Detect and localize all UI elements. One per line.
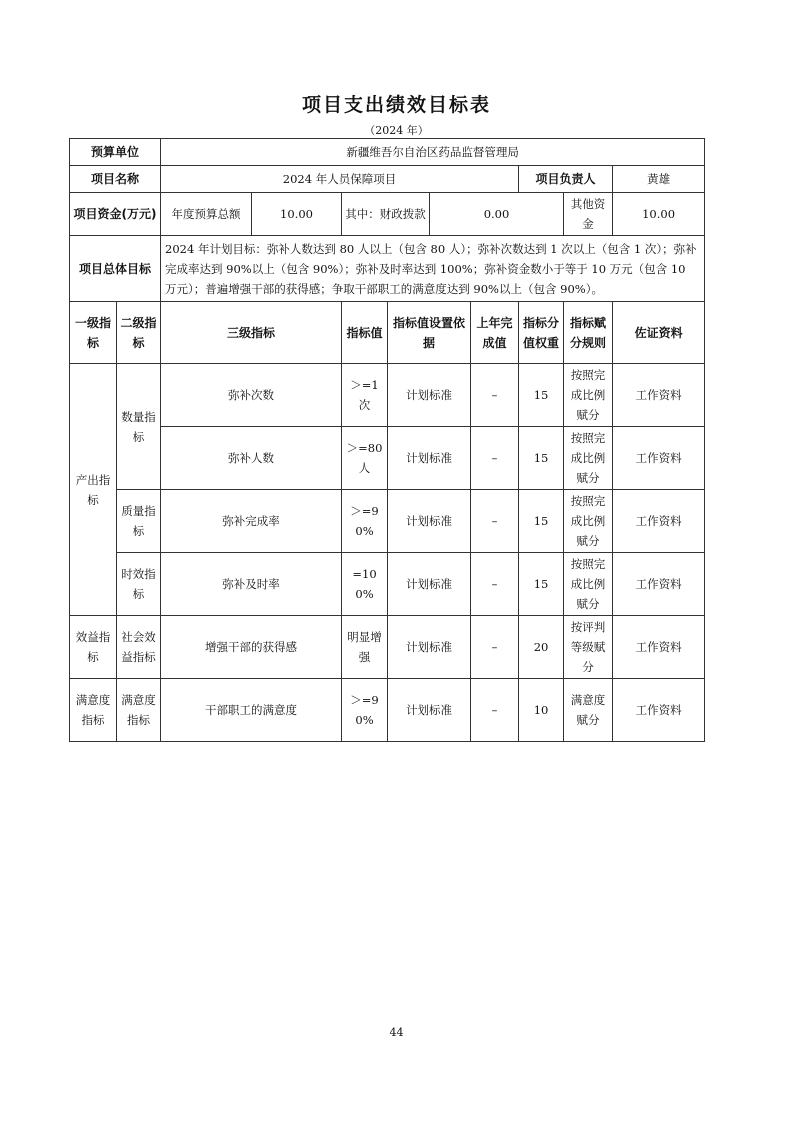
indicator-last-year: – — [471, 679, 519, 742]
table-row — [70, 427, 705, 490]
indicator-last-year: – — [471, 427, 519, 490]
indicator-basis: 计划标准 — [388, 364, 471, 427]
indicator-value: ＞=90% — [342, 679, 388, 742]
header-last-year: 上年完成值 — [471, 302, 519, 364]
indicator-name: 干部职工的满意度 — [161, 679, 342, 742]
header-value: 指标值 — [342, 302, 388, 364]
indicator-weight: 15 — [519, 490, 564, 553]
header-level3: 三级指标 — [161, 302, 342, 364]
page-number: 44 — [389, 1026, 404, 1039]
indicator-name: 弥补人数 — [161, 427, 342, 490]
project-name-label: 项目名称 — [70, 166, 161, 193]
indicator-value: ＞=90% — [342, 490, 388, 553]
indicator-last-year: – — [471, 490, 519, 553]
subgroup-satisfaction: 满意度指标 — [117, 679, 161, 742]
indicator-basis: 计划标准 — [388, 427, 471, 490]
indicator-basis: 计划标准 — [388, 553, 471, 616]
indicator-evidence: 工作资料 — [613, 490, 705, 553]
project-owner-label: 项目负责人 — [519, 166, 613, 193]
indicator-rule: 按照完成比例赋分 — [564, 427, 613, 490]
indicator-basis: 计划标准 — [388, 679, 471, 742]
subgroup-timeliness: 时效指标 — [117, 553, 161, 616]
indicator-evidence: 工作资料 — [613, 679, 705, 742]
indicator-weight: 10 — [519, 679, 564, 742]
indicator-rule: 按照完成比例赋分 — [564, 364, 613, 427]
indicator-weight: 15 — [519, 427, 564, 490]
indicator-header-row — [70, 302, 705, 364]
table-row — [70, 364, 705, 427]
indicator-value: ＞=80人 — [342, 427, 388, 490]
indicator-last-year: – — [471, 616, 519, 679]
indicator-name: 弥补及时率 — [161, 553, 342, 616]
budget-unit-row — [70, 139, 705, 166]
overall-goal-row — [70, 236, 705, 302]
project-owner-value: 黄雄 — [613, 166, 705, 193]
fiscal-funds-label: 其中：财政拨款 — [342, 193, 430, 236]
indicator-weight: 15 — [519, 553, 564, 616]
indicator-evidence: 工作资料 — [613, 553, 705, 616]
budget-unit-label: 预算单位 — [70, 139, 161, 166]
funds-row — [70, 193, 705, 236]
header-basis: 指标值设置依据 — [388, 302, 471, 364]
indicator-weight: 20 — [519, 616, 564, 679]
page-title: 项目支出绩效目标表 — [301, 94, 491, 116]
indicator-evidence: 工作资料 — [613, 427, 705, 490]
header-evidence: 佐证资料 — [613, 302, 705, 364]
indicator-last-year: – — [471, 553, 519, 616]
indicator-name: 增强干部的获得感 — [161, 616, 342, 679]
subgroup-social: 社会效益指标 — [117, 616, 161, 679]
overall-goal-text: 2024 年计划目标：弥补人数达到 80 人以上（包含 80 人）；弥补次数达到 1 次以上（包含 1 次）；弥补完成率达到 90%以上（包含 90%）；弥补及时率达到 100%；弥补资金数小于等于 10 万元（包含 10 万元）；普遍增强干部的获得感；争取干部职工的满意度达到 90%以上（包含 90%）。 — [161, 236, 705, 302]
fiscal-funds-value: 0.00 — [430, 193, 564, 236]
subgroup-quality: 质量指标 — [117, 490, 161, 553]
year-label: （2024 年） — [364, 124, 429, 137]
indicator-basis: 计划标准 — [388, 616, 471, 679]
indicator-value: ＞=1次 — [342, 364, 388, 427]
annual-budget-label: 年度预算总额 — [161, 193, 252, 236]
project-name-row — [70, 166, 705, 193]
other-funds-label: 其他资金 — [564, 193, 613, 236]
overall-goal-label: 项目总体目标 — [70, 236, 161, 302]
indicator-basis: 计划标准 — [388, 490, 471, 553]
indicator-name: 弥补完成率 — [161, 490, 342, 553]
header-level2: 二级指标 — [117, 302, 161, 364]
group-satisfaction: 满意度指标 — [70, 679, 117, 742]
header-level1: 一级指标 — [70, 302, 117, 364]
indicator-value: =100% — [342, 553, 388, 616]
indicator-name: 弥补次数 — [161, 364, 342, 427]
annual-budget-value: 10.00 — [252, 193, 342, 236]
indicator-last-year: – — [471, 364, 519, 427]
indicator-value: 明显增强 — [342, 616, 388, 679]
group-output: 产出指标 — [70, 364, 117, 616]
table-row — [70, 490, 705, 553]
indicator-rule: 按评判等级赋分 — [564, 616, 613, 679]
table-row — [70, 616, 705, 679]
indicator-evidence: 工作资料 — [613, 364, 705, 427]
project-name-value: 2024 年人员保障项目 — [161, 166, 519, 193]
indicator-rule: 满意度赋分 — [564, 679, 613, 742]
other-funds-value: 10.00 — [613, 193, 705, 236]
indicator-rule: 按照完成比例赋分 — [564, 553, 613, 616]
indicator-evidence: 工作资料 — [613, 616, 705, 679]
group-benefit: 效益指标 — [70, 616, 117, 679]
subgroup-quantity: 数量指标 — [117, 364, 161, 490]
header-weight: 指标分值权重 — [519, 302, 564, 364]
budget-unit-value: 新疆维吾尔自治区药品监督管理局 — [161, 139, 705, 166]
indicator-weight: 15 — [519, 364, 564, 427]
table-row — [70, 679, 705, 742]
funds-label: 项目资金(万元) — [70, 193, 161, 236]
header-rule: 指标赋分规则 — [564, 302, 613, 364]
indicator-rule: 按照完成比例赋分 — [564, 490, 613, 553]
table-row — [70, 553, 705, 616]
performance-table — [69, 138, 705, 742]
